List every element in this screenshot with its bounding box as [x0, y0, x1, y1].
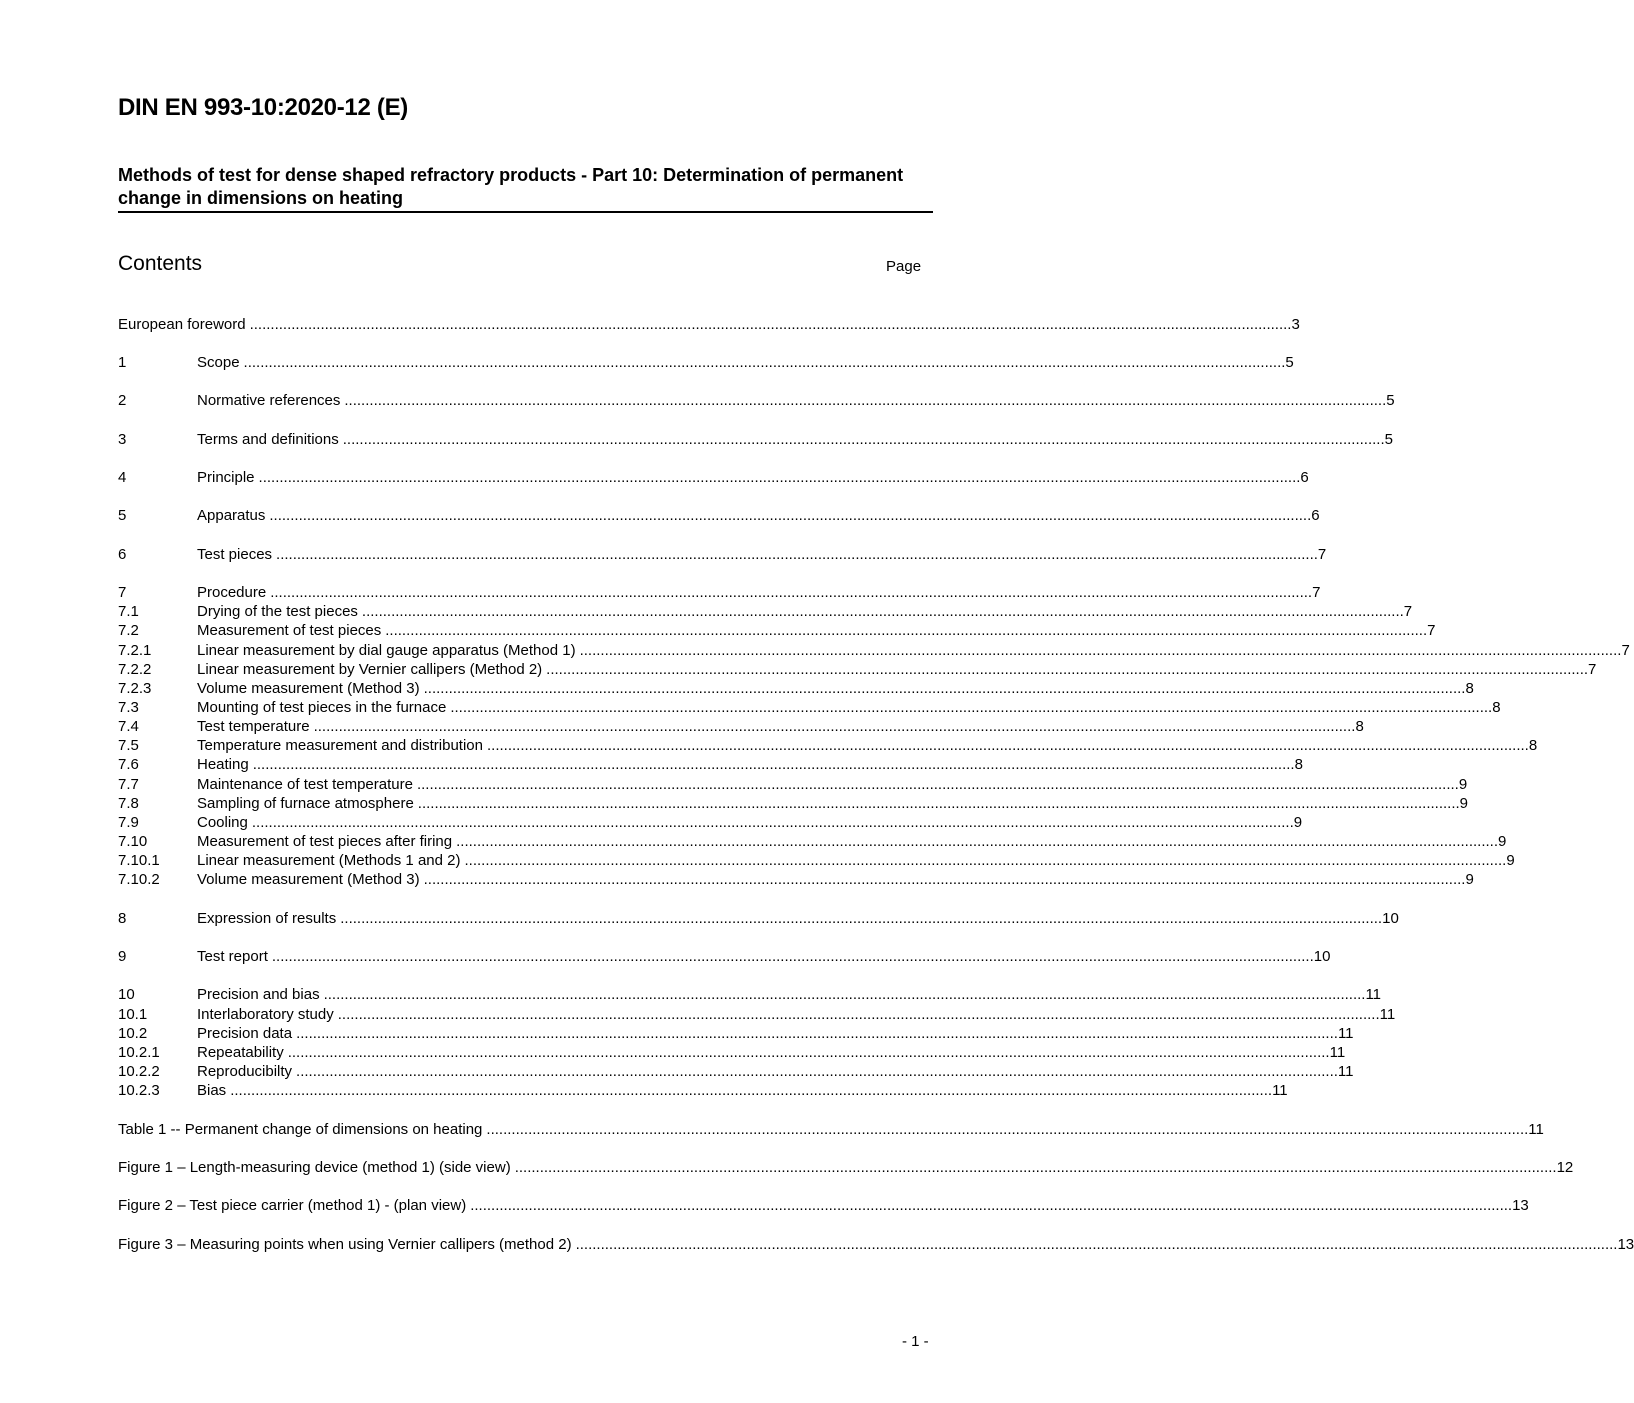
toc-entry-label: Expression of results — [197, 910, 337, 927]
toc-entry[interactable] — [118, 1024, 1354, 1043]
toc-entry-page: 7 — [1621, 642, 1630, 659]
toc-entry-page: 7 — [1588, 661, 1597, 678]
toc-entry-label: Drying of the test pieces — [197, 603, 358, 620]
toc-entry-number: 7.7 — [118, 776, 139, 793]
toc-entry-page: 9 — [1458, 776, 1468, 793]
toc-entry-page: 10 — [1313, 948, 1331, 965]
toc-dot-leader: .......................................................................................................................................................................................................................................................... — [486, 1121, 1529, 1138]
toc-entry-number: 10.2.1 — [118, 1044, 160, 1061]
toc-entry-page: 7 — [1403, 603, 1413, 620]
toc-dot-leader: .......................................................................................................................................................................................................................................................... — [423, 871, 1466, 888]
toc-entry-label: Principle — [197, 469, 255, 486]
toc-entry-page: 7 — [1427, 622, 1436, 639]
toc-entry-label: Measurement of test pieces — [197, 622, 382, 639]
toc-entry-label: Figure 3 – Measuring points when using Vernier callipers (method 2) — [118, 1236, 572, 1253]
toc-entry-page: 7 — [1312, 584, 1321, 601]
toc-entry[interactable] — [118, 506, 1320, 525]
toc-entry-number: 9 — [118, 948, 127, 965]
toc-dot-leader: .......................................................................................................................................................................................................................................................... — [416, 776, 1459, 793]
toc-entry-label: Normative references — [197, 392, 341, 409]
toc-dot-leader: .......................................................................................................................................................................................................................................................... — [361, 603, 1404, 620]
toc-dot-leader: .......................................................................................................................................................................................................................................................... — [546, 661, 1589, 678]
toc-entry[interactable] — [118, 1005, 1396, 1024]
toc-entry-number: 10.2.2 — [118, 1063, 160, 1080]
toc-entry-number: 6 — [118, 546, 127, 563]
toc-entry-label: Measurement of test pieces after firing — [197, 833, 453, 850]
toc-entry-label: Linear measurement by Vernier callipers (Method 2) — [197, 661, 543, 678]
toc-entry-label: Apparatus — [197, 507, 266, 524]
toc-entry[interactable] — [118, 985, 1382, 1004]
toc-entry-page: 8 — [1294, 756, 1303, 773]
toc-entry[interactable] — [118, 736, 1538, 755]
toc-dot-leader: .......................................................................................................................................................................................................................................................... — [271, 948, 1314, 965]
toc-dot-leader: .......................................................................................................................................................................................................................................................... — [423, 680, 1466, 697]
toc-entry-label: Repeatability — [197, 1044, 284, 1061]
toc-entry[interactable] — [118, 775, 1468, 794]
toc-dot-leader: .......................................................................................................................................................................................................................................................... — [276, 546, 1318, 563]
toc-entry-label: European foreword — [118, 316, 246, 333]
toc-dot-leader: .......................................................................................................................................................................................................................................................... — [296, 1063, 1338, 1080]
toc-entry[interactable] — [118, 717, 1364, 736]
toc-entry-page: 13 — [1512, 1197, 1529, 1214]
toc-dot-leader: .......................................................................................................................................................................................................................................................... — [342, 431, 1385, 448]
toc-dot-leader: .......................................................................................................................................................................................................................................................... — [385, 622, 1428, 639]
toc-entry-page: 10 — [1382, 910, 1399, 927]
toc-entry-number: 7.8 — [118, 795, 139, 812]
toc-entry-number: 10.2.3 — [118, 1082, 160, 1099]
toc-entry[interactable] — [118, 545, 1327, 564]
toc-entry-number: 7.2 — [118, 622, 139, 639]
toc-entry-number: 10.2 — [118, 1025, 148, 1042]
toc-entry-label: Temperature measurement and distribution — [197, 737, 483, 754]
toc-entry-number: 7.4 — [118, 718, 139, 735]
toc-entry-label: Figure 2 – Test piece carrier (method 1) - (plan view) — [118, 1197, 467, 1214]
toc-entry-number: 7.6 — [118, 756, 139, 773]
toc-entry[interactable] — [118, 391, 1395, 410]
toc-entry-page: 9 — [1293, 814, 1303, 831]
toc-entry-number: 4 — [118, 469, 127, 486]
toc-entry[interactable] — [118, 1196, 1529, 1215]
toc-entry[interactable] — [118, 583, 1321, 602]
toc-entry-number: 7.10 — [118, 833, 148, 850]
toc-entry-label: Sampling of furnace atmosphere — [197, 795, 414, 812]
toc-entry-label: Precision data — [197, 1025, 293, 1042]
toc-entry[interactable] — [118, 430, 1393, 449]
toc-entry-number: 8 — [118, 910, 127, 927]
toc-dot-leader: .......................................................................................................................................................................................................................................................... — [313, 718, 1356, 735]
toc-entry-label: Volume measurement (Method 3) — [197, 680, 420, 697]
toc-entry[interactable] — [118, 698, 1501, 717]
toc-dot-leader: .......................................................................................................................................................................................................................................................... — [579, 642, 1622, 659]
toc-entry[interactable] — [118, 1158, 1574, 1177]
toc-entry-page: 8 — [1465, 680, 1474, 697]
toc-dot-leader: .......................................................................................................................................................................................................................................................... — [296, 1025, 1338, 1042]
toc-entry[interactable] — [118, 353, 1294, 372]
toc-entry-number: 7.5 — [118, 737, 139, 754]
toc-dot-leader: .......................................................................................................................................................................................................................................................... — [417, 795, 1460, 812]
toc-entry[interactable] — [118, 1062, 1354, 1081]
page-column-heading: Page — [886, 258, 922, 275]
toc-entry-label: Mounting of test pieces in the furnace — [197, 699, 447, 716]
toc-entry[interactable] — [118, 679, 1474, 698]
toc-entry[interactable] — [118, 947, 1331, 966]
toc-entry-page: 5 — [1386, 392, 1395, 409]
toc-dot-leader: .......................................................................................................................................................................................................................................................... — [486, 737, 1529, 754]
toc-entry[interactable] — [118, 602, 1413, 621]
toc-dot-leader: .......................................................................................................................................................................................................................................................... — [243, 354, 1286, 371]
toc-entry[interactable] — [118, 909, 1399, 928]
toc-entry-label: Reproducibilty — [197, 1063, 293, 1080]
toc-entry-label: Linear measurement (Methods 1 and 2) — [197, 852, 461, 869]
toc-entry-label: Linear measurement by dial gauge apparatus (Method 1) — [197, 642, 576, 659]
toc-entry-page: 11 — [1528, 1121, 1544, 1138]
toc-dot-leader: .......................................................................................................................................................................................................................................................... — [270, 584, 1313, 601]
toc-dot-leader: .......................................................................................................................................................................................................................................................... — [323, 986, 1366, 1003]
toc-entry-page: 9 — [1465, 871, 1474, 888]
toc-dot-leader: .......................................................................................................................................................................................................................................................... — [344, 392, 1387, 409]
toc-entry[interactable] — [118, 813, 1303, 832]
toc-entry-page: 12 — [1556, 1159, 1574, 1176]
toc-entry[interactable] — [118, 660, 1597, 679]
toc-dot-leader: .......................................................................................................................................................................................................................................................... — [575, 1236, 1618, 1253]
toc-entry-label: Cooling — [197, 814, 248, 831]
toc-entry-number: 3 — [118, 431, 127, 448]
toc-entry[interactable] — [118, 1081, 1288, 1100]
toc-entry-label: Heating — [197, 756, 249, 773]
toc-entry[interactable] — [118, 1120, 1544, 1139]
toc-entry-page: 9 — [1498, 833, 1507, 850]
toc-entry-page: 11 — [1337, 1025, 1354, 1042]
toc-dot-leader: .......................................................................................................................................................................................................................................................... — [337, 1006, 1380, 1023]
toc-entry[interactable] — [118, 794, 1469, 813]
toc-entry[interactable] — [118, 315, 1300, 334]
toc-entry-label: Test temperature — [197, 718, 310, 735]
toc-entry-page: 9 — [1459, 795, 1469, 812]
toc-entry-number: 7.2.1 — [118, 642, 152, 659]
toc-entry-label: Test pieces — [197, 546, 273, 563]
toc-entry-page: 11 — [1272, 1082, 1288, 1099]
toc-entry-number: 1 — [118, 354, 127, 371]
page-number: - 1 - — [902, 1333, 929, 1350]
toc-dot-leader: .......................................................................................................................................................................................................................................................... — [514, 1159, 1557, 1176]
toc-entry-number: 7.10.2 — [118, 871, 160, 888]
toc-entry-label: Table 1 -- Permanent change of dimensions on heating — [118, 1121, 483, 1138]
toc-entry-label: Test report — [197, 948, 268, 965]
toc-entry-label: Terms and definitions — [197, 431, 339, 448]
toc-entry-page: 7 — [1317, 546, 1327, 563]
document-subtitle: Methods of test for dense shaped refractory products - Part 10: Determination of permanent change in dimensions on heating — [118, 164, 933, 213]
toc-entry-page: 6 — [1311, 507, 1320, 524]
toc-dot-leader: .......................................................................................................................................................................................................................................................... — [258, 469, 1301, 486]
toc-dot-leader: .......................................................................................................................................................................................................................................................... — [456, 833, 1498, 850]
toc-entry-number: 2 — [118, 392, 127, 409]
toc-entry-page: 11 — [1329, 1044, 1346, 1061]
toc-entry-number: 7.2.2 — [118, 661, 152, 678]
toc-dot-leader: .......................................................................................................................................................................................................................................................... — [470, 1197, 1513, 1214]
toc-entry-page: 11 — [1365, 986, 1382, 1003]
toc-entry-number: 7.9 — [118, 814, 139, 831]
toc-entry-number: 7.10.1 — [118, 852, 160, 869]
toc-dot-leader: .......................................................................................................................................................................................................................................................... — [230, 1082, 1273, 1099]
toc-entry-page: 3 — [1291, 316, 1300, 333]
toc-entry-page: 5 — [1384, 431, 1393, 448]
toc-dot-leader: .......................................................................................................................................................................................................................................................... — [340, 910, 1383, 927]
toc-entry-label: Figure 1 – Length-measuring device (method 1) (side view) — [118, 1159, 511, 1176]
toc-entry-page: 8 — [1492, 699, 1501, 716]
toc-entry-label: Scope — [197, 354, 240, 371]
toc-dot-leader: .......................................................................................................................................................................................................................................................... — [249, 316, 1292, 333]
toc-entry[interactable] — [118, 641, 1630, 660]
toc-entry-page: 11 — [1337, 1063, 1354, 1080]
toc-entry[interactable] — [118, 851, 1515, 870]
toc-entry-page: 6 — [1300, 469, 1309, 486]
toc-entry-number: 10 — [118, 986, 135, 1003]
toc-entry[interactable] — [118, 870, 1474, 889]
toc-entry[interactable] — [118, 621, 1436, 640]
toc-dot-leader: .......................................................................................................................................................................................................................................................... — [287, 1044, 1330, 1061]
toc-entry[interactable] — [118, 468, 1309, 487]
toc-entry-label: Bias — [197, 1082, 227, 1099]
toc-entry-label: Precision and bias — [197, 986, 320, 1003]
toc-entry-number: 5 — [118, 507, 127, 524]
toc-entry-number: 7 — [118, 584, 127, 601]
toc-entry[interactable] — [118, 1043, 1346, 1062]
toc-entry-page: 5 — [1285, 354, 1294, 371]
toc-entry-page: 9 — [1506, 852, 1515, 869]
toc-dot-leader: .......................................................................................................................................................................................................................................................... — [450, 699, 1493, 716]
toc-entry-label: Interlaboratory study — [197, 1006, 334, 1023]
document-title: DIN EN 993-10:2020-12 (E) — [118, 94, 408, 121]
toc-dot-leader: .......................................................................................................................................................................................................................................................... — [251, 814, 1294, 831]
toc-entry-page: 8 — [1355, 718, 1364, 735]
toc-dot-leader: .......................................................................................................................................................................................................................................................... — [252, 756, 1295, 773]
toc-entry-label: Volume measurement (Method 3) — [197, 871, 420, 888]
toc-entry-page: 13 — [1617, 1236, 1634, 1253]
toc-entry-number: 7.2.3 — [118, 680, 152, 697]
toc-entry-number: 10.1 — [118, 1006, 148, 1023]
toc-entry[interactable] — [118, 755, 1303, 774]
toc-entry-page: 11 — [1379, 1006, 1396, 1023]
toc-entry[interactable] — [118, 1235, 1634, 1254]
toc-entry-number: 7.3 — [118, 699, 139, 716]
toc-entry-number: 7.1 — [118, 603, 139, 620]
toc-entry-page: 8 — [1528, 737, 1538, 754]
toc-dot-leader: .......................................................................................................................................................................................................................................................... — [464, 852, 1507, 869]
contents-heading: Contents — [118, 252, 203, 275]
toc-entry-label: Maintenance of test temperature — [197, 776, 413, 793]
toc-dot-leader: .......................................................................................................................................................................................................................................................... — [269, 507, 1312, 524]
toc-entry[interactable] — [118, 832, 1507, 851]
toc-entry-label: Procedure — [197, 584, 267, 601]
